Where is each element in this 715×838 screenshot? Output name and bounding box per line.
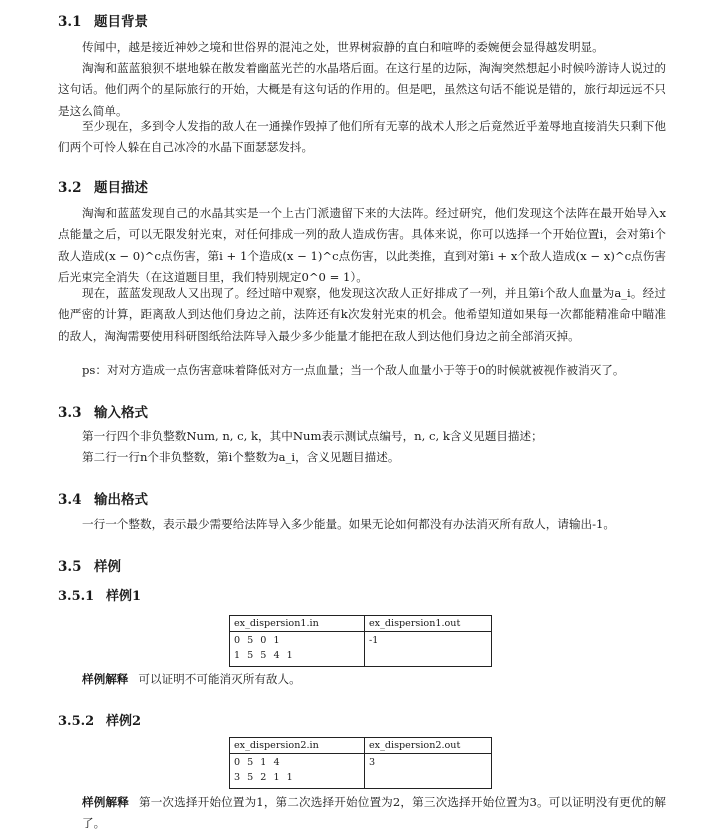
- explanation-label: 样例解释: [82, 795, 129, 809]
- section-heading-input: [58, 401, 148, 421]
- sample-1-input-filename: ex_dispersion1.in: [230, 616, 365, 632]
- sample-1-input-line-2: 1 5 5 4 1: [234, 650, 295, 661]
- subsection-heading-sample-2: [58, 710, 141, 729]
- sample-1-table: [229, 615, 492, 667]
- input-line-2: 第二行一行n个非负整数，第i个整数为a_i，含义见题目描述。: [82, 450, 400, 464]
- section-title: 输出格式: [94, 492, 148, 508]
- sample-2-input-content: [230, 754, 365, 789]
- sample-1-input-line-1: 0 5 0 1: [234, 635, 282, 646]
- description-paragraph-3: ps：对对方造成一点伤害意味着降低对方一点血量；当一个敌人血量小于等于0的时候就被视作被消灭了。: [82, 363, 625, 377]
- section-title: 输入格式: [94, 405, 148, 421]
- background-paragraph-1: 传闻中，越是接近神妙之境和世俗界的混沌之处，世界树寂静的直白和喧哗的委婉便会显得越发明显。: [82, 40, 604, 54]
- explanation-label: 样例解释: [82, 672, 129, 686]
- section-heading-description: [58, 176, 148, 196]
- description-paragraph-2: 现在，蓝蓝发现敌人又出现了。经过暗中观察，他发现这次敌人正好排成了一列，并且第i个敌人血量为a_i。经过他严密的计算，距离敌人到达他们身边之前，法阵还有k次发射光束的机会。他希望知道如果每一次都能精准命中瞄准的敌人，淘淘需要使用科研图纸给法阵导入最少多少能量才能把在敌人到达他们身边之前全部消灭掉。: [58, 286, 666, 343]
- section-number: 3.5: [58, 559, 82, 575]
- subsection-title: 样例2: [106, 714, 142, 729]
- output-line-1: 一行一个整数，表示最少需要给法阵导入多少能量。如果无论如何都没有办法消灭所有敌人，请输出-1。: [82, 517, 616, 531]
- subsection-heading-sample-1: [58, 585, 141, 604]
- sample-2-input-line-1: 0 5 1 4: [234, 757, 282, 768]
- section-title: 题目描述: [94, 180, 148, 196]
- subsection-number: 3.5.2: [58, 714, 95, 729]
- section-heading-background: [58, 10, 148, 30]
- explanation-text: 第一次选择开始位置为1，第二次选择开始位置为2，第三次选择开始位置为3。可以证明没有更优的解了。: [82, 795, 666, 831]
- sample-1-output-filename: ex_dispersion1.out: [365, 616, 492, 632]
- sample-2-input-filename: ex_dispersion2.in: [230, 738, 365, 754]
- explanation-text: 可以证明不可能消灭所有敌人。: [138, 672, 301, 686]
- subsection-number: 3.5.1: [58, 589, 95, 604]
- subsection-title: 样例1: [106, 589, 142, 604]
- sample-1-explanation: [82, 671, 301, 687]
- sample-2-input-line-2: 3 5 2 1 1: [234, 772, 295, 783]
- section-heading-output: [58, 488, 148, 508]
- input-line-1: 第一行四个非负整数Num, n, c, k，其中Num表示测试点编号，n, c, k含义见题目描述；: [82, 429, 543, 443]
- section-number: 3.3: [58, 405, 82, 421]
- section-number: 3.4: [58, 492, 82, 508]
- background-paragraph-3: 至少现在，多到令人发指的敌人在一通操作毁掉了他们所有无辜的战术人形之后竟然近乎羞辱地直接消失只剩下他们两个可怜人躲在自己冰冷的水晶下面瑟瑟发抖。: [58, 119, 666, 155]
- sample-2-explanation: [82, 792, 666, 835]
- section-number: 3.2: [58, 180, 82, 196]
- sample-2-output-content: 3: [365, 754, 492, 789]
- section-heading-samples: [58, 555, 121, 575]
- description-paragraph-1: 淘淘和蓝蓝发现自己的水晶其实是一个上古门派遗留下来的大法阵。经过研究，他们发现这个法阵在最开始导入x点能量之后，可以无限发射光束，对任何排成一列的敌人造成伤害。具体来说，你可以选择一个开始位置i，会对第i个敌人造成(x − 0)^c点伤害，第i + 1个造成(x − 1)^c点伤害，以此类推，直到对第i + x个敌人造成(x − x)^c点伤害后光束完全消失（在这道题目里，我们特别规定0^0 = 1）。: [58, 206, 666, 284]
- section-title: 题目背景: [94, 14, 148, 30]
- section-number: 3.1: [58, 14, 82, 30]
- sample-2-output-filename: ex_dispersion2.out: [365, 738, 492, 754]
- sample-1-input-content: [230, 632, 365, 667]
- background-paragraph-2: 淘淘和蓝蓝狼狈不堪地躲在散发着幽蓝光芒的水晶塔后面。在这行星的边际，淘淘突然想起小时候吟游诗人说过的这句话。他们两个的星际旅行的开始，大概是有这句话的作用的。但是吧，虽然这句话不能说是错的，旅行却远远不只是这么简单。: [58, 61, 666, 118]
- sample-1-output-content: -1: [365, 632, 492, 667]
- section-title: 样例: [94, 559, 121, 575]
- sample-2-table: [229, 737, 492, 789]
